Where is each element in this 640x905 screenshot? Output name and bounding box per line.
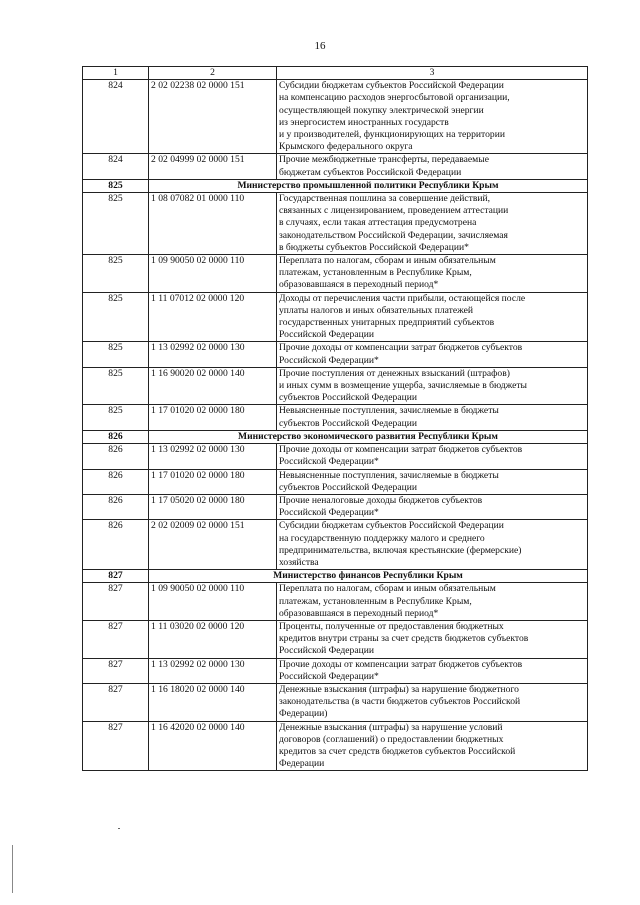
admin-code-cell: 826: [83, 494, 149, 519]
description-cell: Государственная пошлина за совершение действий, связанных с лицензированием, проведением аттестации в случаях, если такая аттестация предусмотрена законодательством Российской Федерации, зачисляемая в бюджеты субъектов Российской Федерации*: [277, 193, 588, 255]
revenue-code-cell: 2 02 02238 02 0000 151: [149, 80, 277, 154]
admin-code-cell: 825: [83, 367, 149, 405]
section-header-row: [83, 570, 588, 583]
table-row: [83, 683, 588, 721]
section-title: Министерство финансов Республики Крым: [149, 570, 588, 583]
description-cell: Прочие доходы от компенсации затрат бюджетов субъектов Российской Федерации*: [277, 658, 588, 683]
scan-margin-line: [12, 845, 13, 893]
section-title: Министерство экономического развития Республики Крым: [149, 430, 588, 443]
table-row: [83, 469, 588, 494]
revenue-code-cell: 1 08 07082 01 0000 110: [149, 193, 277, 255]
table-row: [83, 154, 588, 179]
revenue-code-cell: 1 16 90020 02 0000 140: [149, 367, 277, 405]
description-cell: Денежные взыскания (штрафы) за нарушение условий договоров (соглашений) о предоставлении бюджетных кредитов за счет средств бюджетов субъектов Российской Федерации: [277, 721, 588, 771]
revenue-code-cell: 1 16 18020 02 0000 140: [149, 683, 277, 721]
table-row: [83, 255, 588, 293]
revenue-code-cell: 2 02 04999 02 0000 151: [149, 154, 277, 179]
revenue-code-cell: 1 17 01020 02 0000 180: [149, 469, 277, 494]
table-row: [83, 292, 588, 342]
section-header-row: [83, 430, 588, 443]
table-row: [83, 583, 588, 621]
table-row: [83, 721, 588, 771]
description-cell: Прочие поступления от денежных взысканий (штрафов) и иных сумм в возмещение ущерба, зачисляемые в бюджеты субъектов Российской Федерации: [277, 367, 588, 405]
revenue-code-cell: 1 11 03020 02 0000 120: [149, 620, 277, 658]
table-header-row: [83, 67, 588, 80]
table-row: [83, 367, 588, 405]
table-row: [83, 494, 588, 519]
table-row: [83, 342, 588, 367]
admin-code-cell: 826: [83, 469, 149, 494]
section-header-row: [83, 179, 588, 192]
revenue-code-cell: 1 17 01020 02 0000 180: [149, 405, 277, 430]
revenue-code-cell: 1 13 02992 02 0000 130: [149, 658, 277, 683]
description-cell: Субсидии бюджетам субъектов Российской Федерации на компенсацию расходов энергосбытовой организации, осуществляющей покупку электрической энергии из энергосистем иностранных государств и у производителей, функционирующих на территории Крымского федерального округа: [277, 80, 588, 154]
admin-code-cell: 827: [83, 620, 149, 658]
table-row: [83, 520, 588, 570]
table-body: [83, 67, 588, 771]
admin-code-cell: 827: [83, 721, 149, 771]
revenue-code-cell: 1 13 02992 02 0000 130: [149, 342, 277, 367]
table-row: [83, 658, 588, 683]
column-header-2: 2: [149, 67, 277, 80]
column-header-3: 3: [277, 67, 588, 80]
description-cell: Переплата по налогам, сборам и иным обязательным платежам, установленным в Республике Крым, образовавшаяся в переходный период*: [277, 583, 588, 621]
table-row: [83, 405, 588, 430]
scan-speck: [118, 828, 120, 829]
description-cell: Субсидии бюджетам субъектов Российской Федерации на государственную поддержку малого и среднего предпринимательства, включая крестьянские (фермерские) хозяйства: [277, 520, 588, 570]
description-cell: Прочие межбюджетные трансферты, передаваемые бюджетам субъектов Российской Федерации: [277, 154, 588, 179]
revenue-code-cell: 1 17 05020 02 0000 180: [149, 494, 277, 519]
section-admin-code: 825: [83, 179, 149, 192]
description-cell: Прочие доходы от компенсации затрат бюджетов субъектов Российской Федерации*: [277, 444, 588, 469]
revenue-code-cell: 1 13 02992 02 0000 130: [149, 444, 277, 469]
description-cell: Переплата по налогам, сборам и иным обязательным платежам, установленным в Республике Крым, образовавшаяся в переходный период*: [277, 255, 588, 293]
admin-code-cell: 825: [83, 405, 149, 430]
description-cell: Доходы от перечисления части прибыли, остающейся после уплаты налогов и иных обязательных платежей государственных унитарных предприятий субъектов Российской Федерации: [277, 292, 588, 342]
section-title: Министерство промышленной политики Республики Крым: [149, 179, 588, 192]
description-cell: Денежные взыскания (штрафы) за нарушение бюджетного законодательства (в части бюджетов субъектов Российской Федерации): [277, 683, 588, 721]
admin-code-cell: 824: [83, 154, 149, 179]
table-row: [83, 620, 588, 658]
admin-code-cell: 825: [83, 292, 149, 342]
revenue-code-cell: 2 02 02009 02 0000 151: [149, 520, 277, 570]
admin-code-cell: 825: [83, 342, 149, 367]
admin-code-cell: 824: [83, 80, 149, 154]
admin-code-cell: 827: [83, 683, 149, 721]
admin-code-cell: 825: [83, 193, 149, 255]
page-number: 16: [314, 40, 326, 52]
revenue-code-cell: 1 11 07012 02 0000 120: [149, 292, 277, 342]
description-cell: Прочие неналоговые доходы бюджетов субъектов Российской Федерации*: [277, 494, 588, 519]
description-cell: Прочие доходы от компенсации затрат бюджетов субъектов Российской Федерации*: [277, 342, 588, 367]
section-admin-code: 827: [83, 570, 149, 583]
admin-code-cell: 826: [83, 444, 149, 469]
table-row: [83, 80, 588, 154]
section-admin-code: 826: [83, 430, 149, 443]
revenue-codes-table: [82, 66, 588, 771]
description-cell: Проценты, полученные от предоставления бюджетных кредитов внутри страны за счет средств бюджетов субъектов Российской Федерации: [277, 620, 588, 658]
admin-code-cell: 826: [83, 520, 149, 570]
description-cell: Невыясненные поступления, зачисляемые в бюджеты субъектов Российской Федерации: [277, 405, 588, 430]
table-row: [83, 193, 588, 255]
admin-code-cell: 825: [83, 255, 149, 293]
revenue-code-cell: 1 09 90050 02 0000 110: [149, 255, 277, 293]
description-cell: Невыясненные поступления, зачисляемые в бюджеты субъектов Российской Федерации: [277, 469, 588, 494]
column-header-1: 1: [83, 67, 149, 80]
revenue-code-cell: 1 09 90050 02 0000 110: [149, 583, 277, 621]
revenue-code-cell: 1 16 42020 02 0000 140: [149, 721, 277, 771]
admin-code-cell: 827: [83, 658, 149, 683]
admin-code-cell: 827: [83, 583, 149, 621]
table-row: [83, 444, 588, 469]
